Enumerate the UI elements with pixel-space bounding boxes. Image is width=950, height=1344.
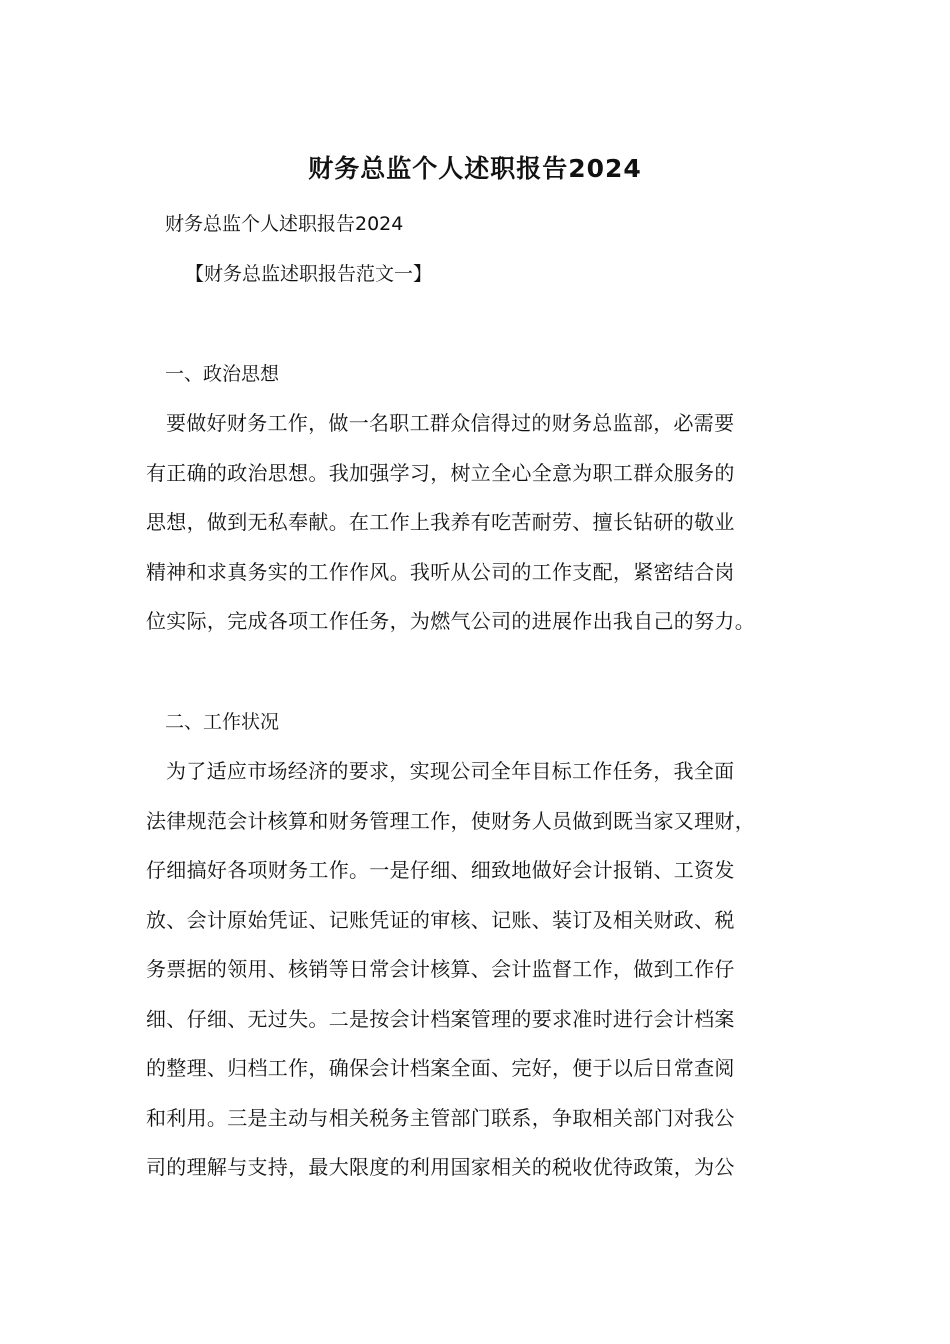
section-heading-politics: 一、政治思想 bbox=[165, 363, 280, 385]
paragraph-line: 位实际，完成各项工作任务，为燃气公司的进展作出我自己的努力。 bbox=[146, 609, 755, 633]
paragraph-line: 放、会计原始凭证、记账凭证的审核、记账、装订及相关财政、税 bbox=[146, 907, 735, 932]
section-body-politics bbox=[146, 399, 818, 647]
paragraph-line: 为了适应市场经济的要求，实现公司全年目标工作任务，我全面 bbox=[166, 759, 735, 783]
sample-variant-label: 【财务总监述职报告范文一】 bbox=[185, 263, 433, 285]
paragraph-line: 细、仔细、无过失。二是按会计档案管理的要求准时进行会计档案 bbox=[146, 1006, 735, 1031]
paragraph-line: 务票据的领用、核销等日常会计核算、会计监督工作，做到工作仔 bbox=[146, 957, 735, 981]
paragraph-line: 精神和求真务实的工作作风。我听从公司的工作支配，紧密结合岗 bbox=[146, 559, 735, 584]
paragraph-line: 的整理、归档工作，确保会计档案全面、完好，便于以后日常查阅 bbox=[146, 1056, 735, 1080]
paragraph-line: 仔细搞好各项财务工作。一是仔细、细致地做好会计报销、工资发 bbox=[146, 858, 735, 882]
document-title: 财务总监个人述职报告2024 bbox=[308, 154, 642, 183]
paragraph-line: 司的理解与支持，最大限度的利用国家相关的税收优待政策，为公 bbox=[146, 1155, 735, 1179]
paragraph-line: 和利用。三是主动与相关税务主管部门联系，争取相关部门对我公 bbox=[146, 1105, 735, 1130]
paragraph-line: 要做好财务工作，做一名职工群众信得过的财务总监部，必需要 bbox=[166, 411, 735, 435]
paragraph-line: 有正确的政治思想。我加强学习，树立全心全意为职工群众服务的 bbox=[146, 460, 735, 485]
section-body-work bbox=[146, 747, 818, 1193]
document-subtitle: 财务总监个人述职报告2024 bbox=[165, 213, 404, 235]
paragraph-line: 法律规范会计核算和财务管理工作，使财务人员做到既当家又理财， bbox=[146, 808, 755, 833]
paragraph-line: 思想，做到无私奉献。在工作上我养有吃苦耐劳、擅长钻研的敬业 bbox=[146, 510, 735, 534]
section-heading-work: 二、工作状况 bbox=[165, 711, 280, 733]
